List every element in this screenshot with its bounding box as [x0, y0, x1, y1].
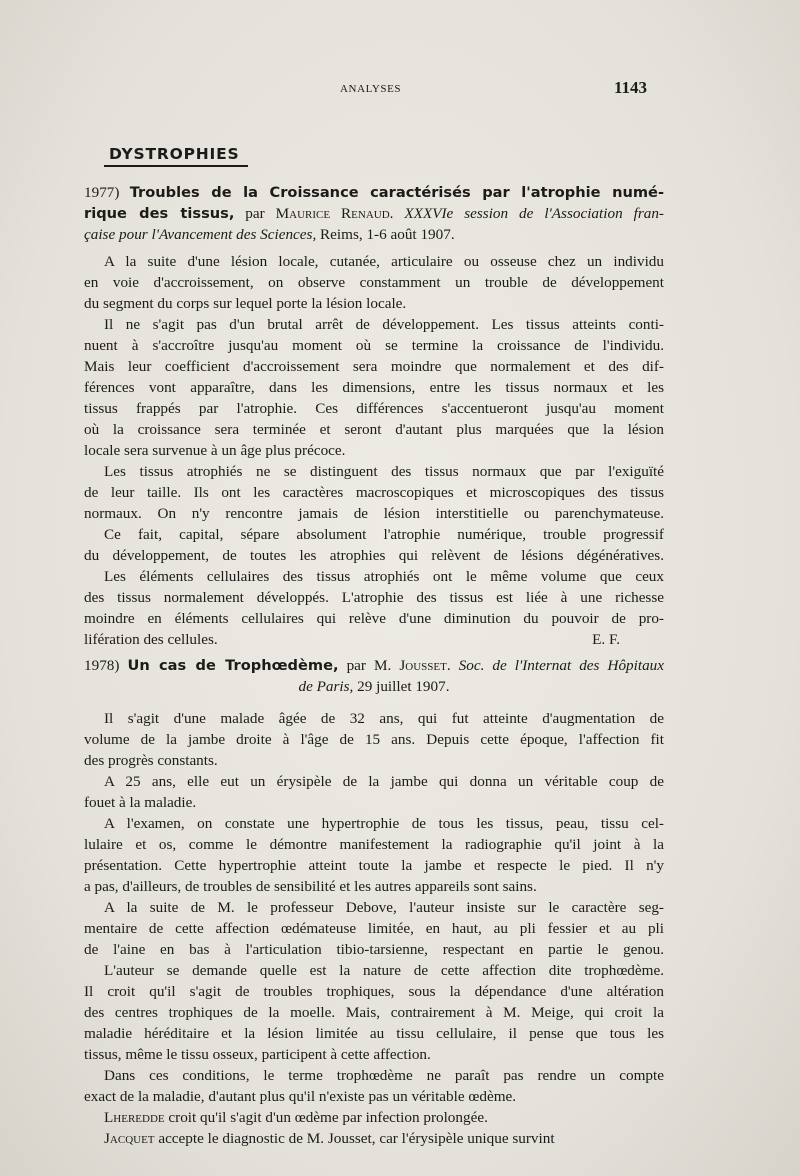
paragraph-line: Il croit qu'il s'agit de troubles trophiques, sous la dépendance d'une altération	[84, 983, 664, 1000]
paragraph-line: locale sera survenue à un âge plus précoce.	[84, 442, 346, 459]
entry-1977-reference-2: çaise pour l'Avancement des Sciences,	[84, 226, 317, 243]
paragraph-line: A la suite d'une lésion locale, cutanée, articulaire ou osseuse chez un individu	[104, 253, 664, 270]
paragraph-line: nuent à s'accroître jusqu'au moment où se termine la croissance de l'individu.	[84, 337, 664, 354]
page-number: 1143	[614, 78, 648, 97]
paragraph-line: moindre en éléments cellulaires qui relève d'une diminution du pouvoir de pro-	[84, 610, 664, 627]
entry-1978-number: 1978)	[84, 657, 120, 674]
entry-1978-author: Jousset.	[399, 657, 451, 674]
paragraph-line: tissus frappés par l'atrophie. Ces différences s'accentueront jusqu'au moment	[84, 400, 664, 417]
paragraph-line: Ce fait, capital, sépare absolument l'atrophie numérique, trouble progressif	[104, 526, 664, 543]
entry-1977-author: Maurice Renaud.	[275, 205, 394, 222]
entry-1978-reference-2: de Paris,	[298, 678, 354, 695]
paragraph-line: où la croissance sera terminée et seront d'autant plus marquées que la lésion	[84, 421, 664, 438]
lheredde-name: Lheredde	[104, 1109, 165, 1126]
paragraph-line: Dans ces conditions, le terme trophœdème ne paraît pas rendre un compte	[104, 1067, 664, 1084]
paragraph-line: férences vont apparaître, dans les dimensions, entre les tissus normaux et les	[84, 379, 664, 396]
paragraph-line: Les tissus atrophiés ne se distinguent des tissus normaux que par l'exiguïté	[104, 463, 664, 480]
lheredde-text: croit qu'il s'agit d'un œdème par infection prolongée.	[164, 1109, 488, 1126]
entry-1977-heading-line-1	[84, 182, 664, 203]
entry-1977-byline-par: par	[234, 205, 276, 222]
lheredde-line	[104, 1107, 664, 1128]
jacquet-text: accepte le diagnostic de M. Jousset, car l'érysipèle unique survint	[154, 1130, 555, 1147]
paragraph-line: du segment du corps sur lequel porte la lésion locale.	[84, 295, 407, 312]
entry-1977-reference: XXXVIe session de l'Association fran-	[393, 205, 664, 222]
paragraph-line: maladie héréditaire et la lésion limitée au tissu cellulaire, il pense que tous les	[84, 1025, 664, 1042]
paragraph-line: de l'aine en bas à l'articulation tibio-tarsienne, respectant en partie le genou.	[84, 941, 664, 958]
entry-1978-reference-date: 29 juillet 1907.	[353, 678, 450, 695]
paragraph-line: des progrès constants.	[84, 752, 218, 769]
running-title: ANALYSES	[340, 83, 402, 95]
jacquet-name: Jacquet	[104, 1130, 155, 1147]
entry-1977-number: 1977)	[84, 184, 120, 201]
paragraph-line: A l'examen, on constate une hypertrophie de tous les tissus, peau, tissu cel-	[104, 815, 664, 832]
paragraph-line: volume de la jambe droite à l'âge de 15 ans. Depuis cette époque, l'affection fit	[84, 731, 664, 748]
paragraph-line: Mais leur coefficient d'accroissement sera moindre que normalement et des dif-	[84, 358, 664, 375]
entry-1978-byline-par: par M.	[338, 657, 400, 674]
paragraph-line: exact de la maladie, d'autant plus qu'il n'existe pas un véritable œdème.	[84, 1088, 517, 1105]
entry-1978-reference: Soc. de l'Internat des Hôpitaux	[450, 657, 664, 674]
paragraph-line: lifération des cellules.	[84, 631, 218, 648]
paragraph-line: Les éléments cellulaires des tissus atrophiés ont le même volume que ceux	[104, 568, 664, 585]
paragraph-line: A 25 ans, elle eut un érysipèle de la jambe qui donna un véritable coup de	[104, 773, 664, 790]
entry-1977-title-b: rique des tissus,	[84, 205, 235, 222]
entry-1977-signature: E. F.	[592, 631, 620, 648]
paragraph-line: de leur taille. Ils ont les caractères macroscopiques et microscopiques des tissus	[84, 484, 664, 501]
paragraph-line: fouet à la maladie.	[84, 794, 197, 811]
entry-1978-title: Un cas de Trophœdème,	[127, 657, 339, 674]
paragraph-line: normaux. On n'y rencontre jamais de lésion interstitielle ou parenchymateuse.	[84, 505, 664, 522]
paragraph-line: a pas, d'ailleurs, de troubles de sensibilité et les autres appareils sont sains.	[84, 878, 537, 895]
paragraph-line: L'auteur se demande quelle est la nature de cette affection dite trophœdème.	[104, 962, 664, 979]
paragraph-line: des tissus normalement développés. L'atrophie des tissus est liée à une richesse	[84, 589, 664, 606]
paragraph-line: en voie d'accroissement, on observe constamment un trouble de développement	[84, 274, 664, 291]
page-header	[0, 80, 800, 100]
entry-1977-title-a: Troubles de la Croissance caractérisés par l'atrophie numé-	[129, 184, 665, 201]
paragraph-line: mentaire de cette affection œdémateuse limitée, en haut, au pli fessier et au pli	[84, 920, 664, 937]
paragraph-line: des centres trophiques de la moelle. Mais, contrairement à M. Meige, qui croit la	[84, 1004, 664, 1021]
entry-1977-heading-line-3	[84, 224, 664, 245]
entry-1977-heading-line-2	[84, 203, 664, 224]
entry-1978-heading-line-1	[84, 655, 664, 676]
paragraph-line: du développement, de toutes les atrophies qui relèvent de lésions dégénératives.	[84, 547, 664, 564]
paragraph-line: A la suite de M. le professeur Debove, l'auteur insiste sur le caractère seg-	[104, 899, 664, 916]
paragraph-line: présentation. Cette hypertrophie atteint toute la jambe et respecte le pied. Il n'y	[84, 857, 664, 874]
jacquet-line	[104, 1128, 664, 1149]
paragraph-line: tissus, même le tissu osseux, participent à cette affection.	[84, 1046, 431, 1063]
paragraph-line: lulaire et os, comme le démontre manifestement la radiographie qu'il joint à la	[84, 836, 664, 853]
paragraph-line: Il s'agit d'une malade âgée de 32 ans, qui fut atteinte d'augmentation de	[104, 710, 664, 727]
entry-1978-heading-line-2	[84, 676, 664, 697]
entry-1977-reference-date: Reims, 1-6 août 1907.	[316, 226, 455, 243]
paragraph-line: Il ne s'agit pas d'un brutal arrêt de développement. Les tissus atteints conti-	[104, 316, 664, 333]
section-underline	[104, 165, 248, 167]
section-title: DYSTROPHIES	[109, 145, 240, 163]
